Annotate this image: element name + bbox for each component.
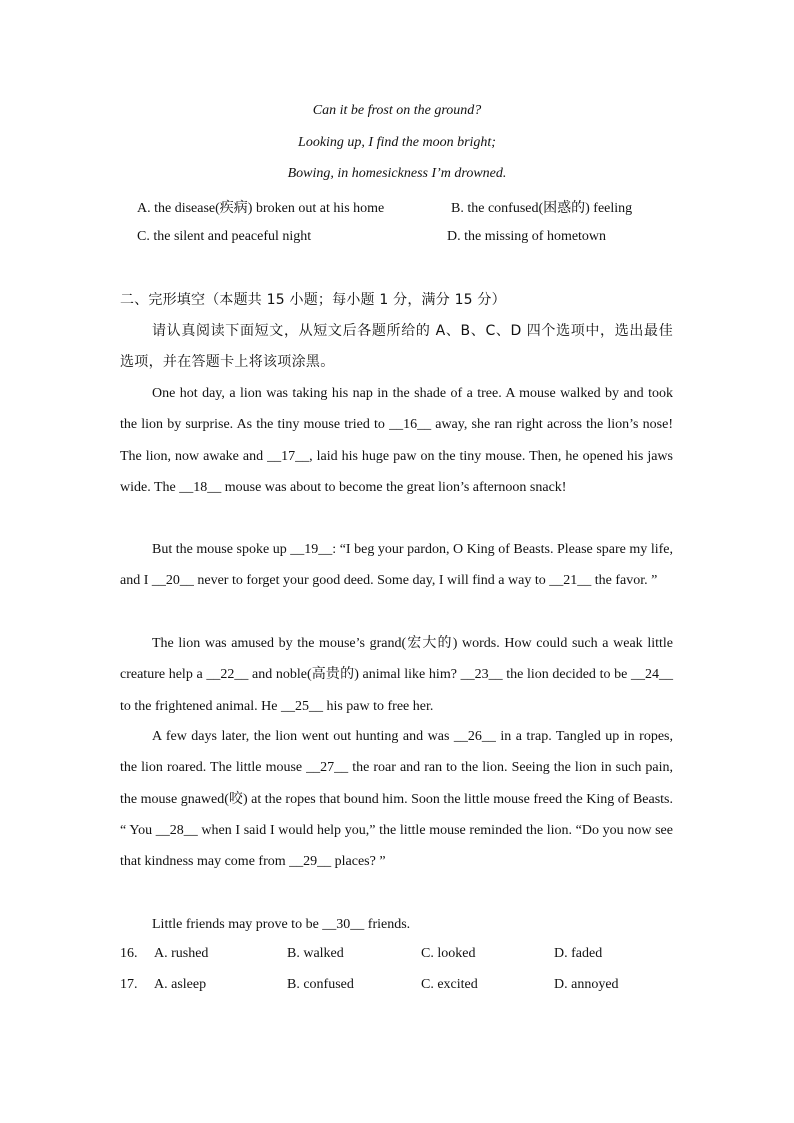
- option-c: C. the silent and peaceful night: [137, 229, 312, 244]
- passage-paragraph: But the mouse spoke up __19__: “I beg your pardon, O King of Beasts. Please spare my life, and I __20__ never to forget your good deed. Some day, I will find a way to __21__ the favor. ”: [120, 542, 673, 589]
- question-option-b: B. walked: [287, 946, 344, 961]
- question-number: 16.: [120, 946, 138, 961]
- question-option-d: D. annoyed: [554, 977, 619, 992]
- option-b: B. the confused(困惑的) feeling: [451, 201, 633, 216]
- question-option-b: B. confused: [287, 977, 354, 992]
- section-instructions: 请认真阅读下面短文，从短文后各题所给的 A、B、C、D 四个选项中，选出最佳选项，并在答题卡上将该项涂黑。: [120, 323, 673, 370]
- question-option-a: A. asleep: [154, 977, 207, 992]
- poem-line: Can it be frost on the ground?: [312, 103, 482, 118]
- passage-paragraph: The lion was amused by the mouse’s grand(宏大的) words. How could such a weak little creature help a __22__ and noble(高贵的) animal like him? __23__ the lion decided to be __24__ to the frightened animal. He __25__ his paw to free her.: [120, 636, 673, 714]
- question-option-d: D. faded: [554, 946, 603, 961]
- question-option-c: C. looked: [421, 946, 476, 961]
- poem-line: Bowing, in homesickness I’m drowned.: [287, 166, 507, 181]
- passage-paragraph: Little friends may prove to be __30__ friends.: [152, 917, 411, 932]
- question-option-a: A. rushed: [154, 946, 209, 961]
- passage-paragraph: A few days later, the lion went out hunting and was __26__ in a trap. Tangled up in ropes, the lion roared. The little mouse __27__ the roar and ran to the lion. Seeing the lion in such pain, the mouse gnawed(咬) at the ropes that bound him. Soon the little mouse freed the King of Beasts. “ You __28__ when I said I would help you,” the little mouse reminded the lion. “Do you now see that kindness may come from __29__ places? ”: [120, 729, 673, 870]
- passage-paragraph: One hot day, a lion was taking his nap in the shade of a tree. A mouse walked by and took the lion by surprise. As the tiny mouse tried to __16__ away, she ran right across the lion’s nose! The lion, now awake and __17__, laid his huge paw on the tiny mouse. Then, he opened his jaws wide. The __18__ mouse was about to become the great lion’s afternoon snack!: [120, 386, 673, 495]
- section-heading: 二、完形填空（本题共 15 小题；每小题 1 分，满分 15 分）: [120, 292, 506, 308]
- option-d: D. the missing of hometown: [447, 229, 607, 244]
- question-option-c: C. excited: [421, 977, 478, 992]
- question-number: 17.: [120, 977, 138, 992]
- option-a: A. the disease(疾病) broken out at his home: [137, 201, 385, 216]
- poem-line: Looking up, I find the moon bright;: [298, 135, 496, 150]
